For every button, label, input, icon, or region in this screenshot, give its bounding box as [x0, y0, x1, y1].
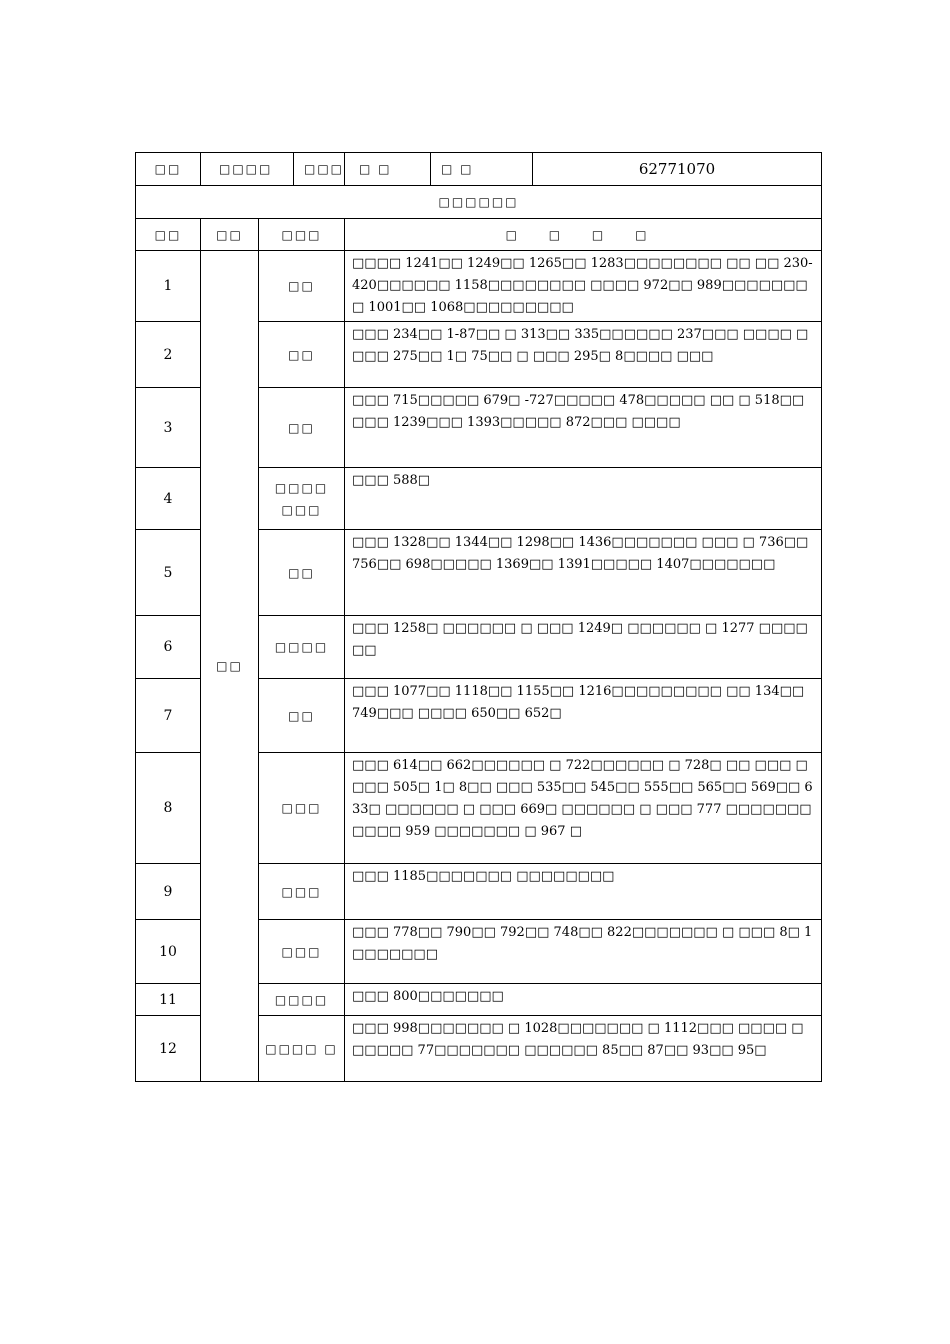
area-cell: □□: [201, 251, 259, 1082]
row-number: 3: [136, 388, 201, 468]
row-type: □□: [259, 388, 345, 468]
row-type: □□□□: [259, 984, 345, 1016]
row-detail: □□□□ 1241□□ 1249□□ 1265□□ 1283□□□□□□□□ □□ □□ 230-420□□□□□□ 1158□□□□□□□□ □□□□ 972□□ 989□□□□□□□ □ 1001□□ 1068□□□□□□□□□: [345, 251, 822, 322]
row-detail: □□□ 614□□ 662□□□□□□ □ 722□□□□□□ □ 728□ □□ □□□ □ □□□ 505□ 1□ 8□□ □□□ 535□□ 545□□ 555□□ 565□□ 569□□ 633□ □□□□□□ □ □□□ 669□ □□□□□□ □ □□□ 777 □□□□□□□ □□□□ 959 □□□□□□□ □ 967 □: [345, 753, 822, 864]
row-detail: □□□ 1185□□□□□□□ □□□□□□□□: [345, 864, 822, 920]
row-number: 10: [136, 920, 201, 984]
row-type: □□□□ □: [259, 1016, 345, 1082]
row-detail: □□□ 1077□□ 1118□□ 1155□□ 1216□□□□□□□□□ □□ 134□□ 749□□□ □□□□ 650□□ 652□: [345, 679, 822, 753]
header-cell-4: □ □: [345, 153, 431, 185]
section-title: □□□□□□: [136, 186, 822, 219]
row-type: □□□: [259, 864, 345, 920]
row-number: 12: [136, 1016, 201, 1082]
row-number: 7: [136, 679, 201, 753]
row-number: 9: [136, 864, 201, 920]
row-number: 8: [136, 753, 201, 864]
row-number: 6: [136, 616, 201, 679]
section-title-row: [136, 186, 822, 219]
row-type: □□: [259, 251, 345, 322]
row-detail: □□□ 1328□□ 1344□□ 1298□□ 1436□□□□□□□ □□□ □ 736□□ 756□□ 698□□□□□ 1369□□ 1391□□□□□ 1407□□□□□□□: [345, 530, 822, 616]
row-number: 2: [136, 322, 201, 388]
row-number: 4: [136, 468, 201, 530]
column-header-detail: □ □ □ □: [345, 219, 822, 251]
row-type: □□□: [259, 753, 345, 864]
row-detail: □□□ 998□□□□□□□ □ 1028□□□□□□□ □ 1112□□□ □□□□ □□□□□□ 77□□□□□□□ □□□□□□ 85□□ 87□□ 93□□ 95□: [345, 1016, 822, 1082]
row-number: 5: [136, 530, 201, 616]
row-detail: □□□ 778□□ 790□□ 792□□ 748□□ 822□□□□□□□ □ □□□ 8□ 1□□□□□□□: [345, 920, 822, 984]
column-header-row: [136, 219, 822, 251]
column-header-area: □□: [201, 219, 259, 251]
row-type: □□□: [259, 920, 345, 984]
phone-number: 62771070: [638, 160, 716, 178]
row-type: □□: [259, 322, 345, 388]
row-number: 11: [136, 984, 201, 1016]
header-row: [136, 153, 822, 186]
header-cell-3: □□□: [304, 162, 345, 176]
row-type: □□□□ □□□: [259, 468, 345, 530]
row-detail: □□□ 1258□ □□□□□□ □ □□□ 1249□ □□□□□□ □ 1277 □□□□□□: [345, 616, 822, 679]
header-cell-2: □□□□: [201, 153, 294, 185]
document-table: [135, 152, 822, 1082]
row-type: □□: [259, 679, 345, 753]
row-detail: □□□ 234□□ 1-87□□ □ 313□□ 335□□□□□□ 237□□□ □□□□ □□□□ 275□□ 1□ 75□□ □ □□□ 295□ 8□□□□ □□□: [345, 322, 822, 388]
table-row: [136, 251, 822, 322]
row-number: 1: [136, 251, 201, 322]
column-header-no: □□: [136, 219, 201, 251]
row-detail: □□□ 800□□□□□□□: [345, 984, 822, 1016]
row-detail: □□□ 715□□□□□ 679□ -727□□□□□ 478□□□□□ □□ □ 518□□□□□ 1239□□□ 1393□□□□□ 872□□□ □□□□: [345, 388, 822, 468]
row-detail: □□□ 588□: [345, 468, 822, 530]
header-cell-1: □□: [136, 153, 201, 186]
row-type: □□□□: [259, 616, 345, 679]
header-cell-5: □ □: [431, 153, 533, 185]
row-type: □□: [259, 530, 345, 616]
column-header-type: □□□: [259, 219, 345, 251]
